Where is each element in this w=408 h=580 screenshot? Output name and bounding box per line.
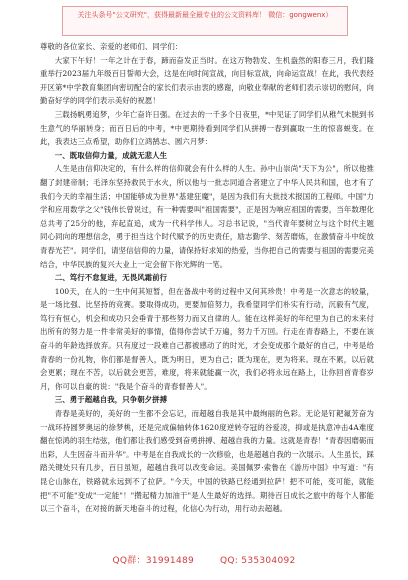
body-paragraph: 三载扬帆勇追梦，少年亡奋许日强。在过去的一千多个日夜里，*中见证了同学们从稚气未脱到书生意气的华丽转身；而百日后的中考，*中更期待看到同学们从拼搏一春到赢取一生的惊喜蜕变。在此，我表达三点希望，助你们立鸿鹄志、圆六月梦： [40,109,374,147]
footer-qq: QQ: 535304092 [220,556,296,566]
speech-body [40,40,374,516]
header-banner [62,6,348,36]
footer-qq-group: QQ群：31991489 [112,556,195,566]
body-paragraph: 人生是由信仰决定的，有什么样的信仰就会有什么样的人生。孙中山崇尚"天下为公"，所以他推翻了封建帝制；毛泽东坚持救民于水火，所以他与一批志同道合者建立了中华人民共和国，也才有了我们今天的幸福生活；中国能够成为世界"基建狂魔"，是因为我们有大批技术报国的工程师。中国"力学和应用数学之父"钱伟长曾说过，有一种需要叫"祖国需要"，正是因为响应祖国的需要，当年数理化总共考了25分的他，弃起直追，成为一代科学伟人。习总书记说，"当代青年要树立与这个时代主题同心同向的理想信念，勇于担当这个时代赋予的历史责任，励志勤学、刻苦磨炼，在激情奋斗中绽放青春光芒"。同学们，请坚信信仰的力量，请保持好求知的热爱，当你把自己的需要与祖国的需要完美结合，中华民族的复兴大业上一定会留下你光辉的一笔。 [40,164,374,269]
body-paragraph: 青春是美好的，美好的一生都不会忘记，而超越自我是其中最绚丽的色彩。无论是钉耙氟芳奋为一战环持圆梦奥运的徐梦桃，还是完成偏轴转体1620度逆转夺冠的谷爱凌，抑或是执意冲击4A难度翻在惊鸿的羽生结弦，他们都让我们感受到奋勇拼搏、超越自我的力量。这就是青春！"青春因磨砺而出彩，人生因奋斗而升华"。中考是在自我成长的一次修验，也是超越自我的一次展示。人生虽长，踩踏关键处只有几步，百日虽短，超越自我可以改变命运。美国佩罗·索鲁在《游历中国》中写道："有昆仑山脉在，铁路就永远到不了拉萨。"今天，中国的铁路已经通到拉萨！把不可能，变可能，就能把"不可能"变成"一定能"！"攒起精力加油干"是人生最好的选择。期待百日成长之旅中的每个人都能以三个奋斗，在对接的新天地奋斗的过程，化信心为行动，用行动去超越。 [40,409,374,514]
banner-text: 关注头条号"公文研究"，获得最新最全最专业的公文资料库！ 微信：gongwenx） [77,11,333,19]
footer [0,553,408,566]
salutation: 尊敬的各位家长、亲爱的老师们、同学们： [40,42,183,51]
section-heading: 三、勇于超越自我，只争朝夕拼搏 [54,395,168,405]
section-heading: 一、既取信仰力量，成就无悲人生 [54,150,168,160]
body-paragraph: 大家下午好！一年之计在于春，蹄而奋发正当时。在这万物勃发、生机盎然的阳春三月，我们隆重举行2023届九年级百日誓师大会，这是在向时间宣战，向目标宣战，向命运宣战！在此，我代表经开区第*中学教育集团向密切配合的家长们表示由衷的感谢，向敬业奉献的老师们表示崇切的慰问，向勤奋好学的同学们表示美好的祝愿！ [40,55,374,106]
body-paragraph: 100天，在人的一生中何其短暂，但在备战中考的过程中又何其珍贵！中考是一次意志的较量，是一场比强、比坚持的竞赛。要取得成功，更要加倍努力，我希望同学们朴实有行动，沉毅有气度，笃行有恒心，机会和成功只会垂青于那些努力而又自律的人。能在这样美好的年纪里为自己的未来付出所有的努力是一件非常美好的事情，值得你尝试千万遍，努力千万回。行走在青春路上，不要在该奋斗的年龄选择放弃。只有度过一段难自己都被感动了的时光，才会变成那个最好的自己，中考是给青春的一份礼物，你们都是督善人，既为明日，更为自己；既为现在，更为将来。现在不累，以后就会更累；现在不苦，以后就会更苦，难度，将来就能赢一次，我们必将永远在路上，让你回首青春岁月，你可以自豪的说："我是个奋斗的青春督善人"。 [40,286,374,391]
section-heading: 二、笃行不怠复进，无畏风霜前行 [54,273,168,283]
